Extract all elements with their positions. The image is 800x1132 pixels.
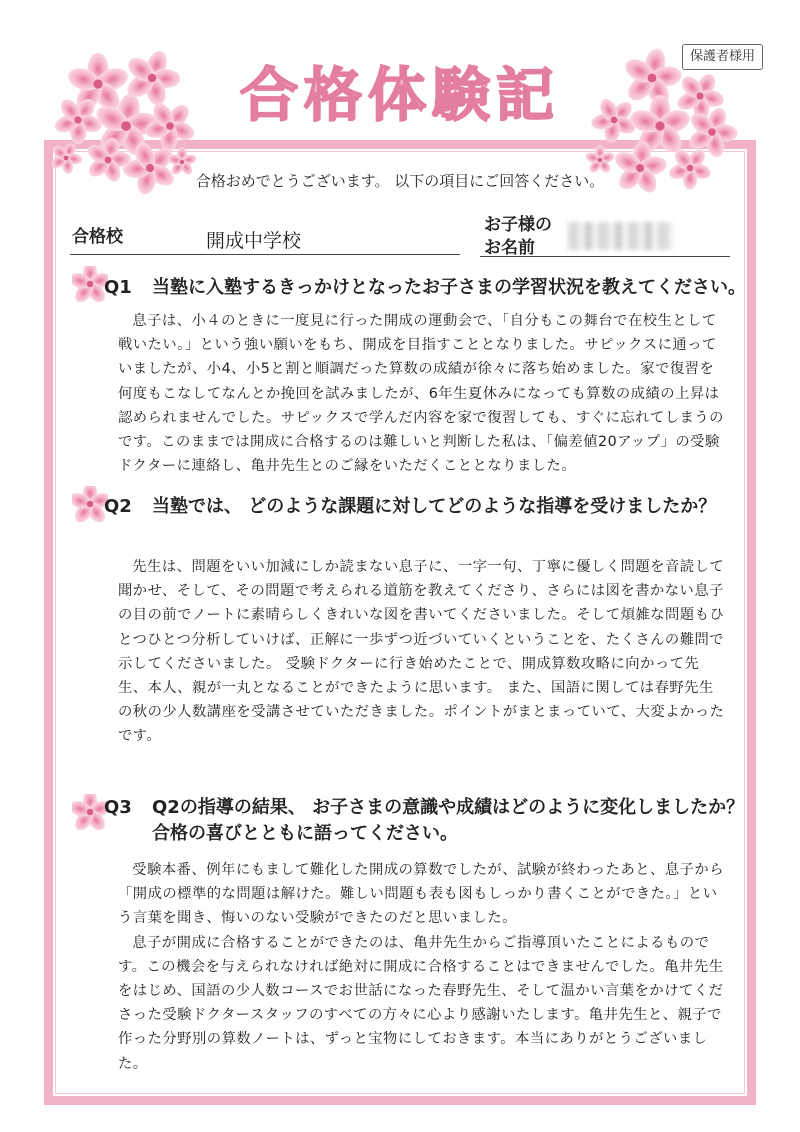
q2-title: 当塾では、 どのような課題に対してどのような指導を受けましたか？: [152, 496, 717, 517]
school-value: 開成中学校: [206, 230, 302, 252]
intro-text: 合格おめでとうございます。 以下の項目にご回答ください。: [195, 172, 605, 190]
q3-number: Q3: [104, 797, 132, 818]
child-name-underline: [480, 256, 730, 257]
q3-heading: [104, 795, 744, 847]
school-underline: [70, 254, 460, 255]
audience-badge: 保護者様用: [682, 44, 763, 70]
q2-blossom-icon: [72, 486, 108, 522]
q1-number: Q1: [104, 277, 132, 298]
q3-title-line2: 合格の喜びとともに語ってください。: [152, 823, 458, 844]
q2-answer-text: 先生は、問題をいい加減にしか読まない息子に、一字一句、丁寧に優しく問題を音読して聞かせ、そして、その問題で考えられる道筋を教えてくださり、さらには図を書かない息子の目の前でノートに素晴らしくきれいな図を書いてくださいました。そして煩雑な問題もひとつひとつ分析していけば、正解に一歩ずつ近づいていくということを、たくさんの難問で示してくださいました。 受験ドクターに行き始めたことで、開成算数攻略に向かって先生、本人、親が一丸となることができたように思います。 また、国語に関しては春野先生の秋の少人数講座を受講させていただきました。ポイントがまとまっていて、大変よかったです。: [118, 559, 725, 745]
page-title: 合格体験記: [239, 61, 560, 129]
q2-heading: [104, 494, 716, 520]
q3-answer-text-2: 息子が開成に合格することができたのは、亀井先生からご指導頂いたことによるものです。この機会を与えられなければ絶対に開成に合格することはできませんでした。亀井先生をはじめ、国語の少人数コースでお世話になった春野先生、そして温かい言葉をかけてくださった受験ドクタースタッフのすべての方々に心より感謝いたします。亀井先生と、親子で作った分野別の算数ノートは、ずっと宝物にしておきます。本当にありがとうございました。: [118, 934, 724, 1072]
q1-answer: [118, 309, 728, 478]
q3-answer: [118, 858, 728, 1076]
child-name-redacted: [568, 222, 673, 250]
q1-title: 当塾に入塾するきっかけとなったお子さまの学習状況を教えてください。: [152, 277, 746, 298]
q2-number: Q2: [104, 496, 132, 517]
q1-answer-text: 息子は、小４のときに一度見に行った開成の運動会で、「自分もこの舞台で在校生として戦いたい。」という強い願いをもち、開成を目指すこととなりました。サピックスに通っていましたが、小4、小5と割と順調だった算数の成績が徐々に落ち始めました。家で復習を何度もこなしてなんとか挽回を試みましたが、6年生夏休みになっても算数の成績の上昇は認められませんでした。サピックスで学んだ内容を家で復習しても、すぐに忘れてしまうのです。このままでは開成に合格するのは難しいと判断した私は、「偏差値20アップ」の受験ドクターに連絡し、亀井先生とのご縁をいただくこととなりました。: [118, 313, 724, 475]
child-name-label-line2: お名前: [484, 238, 535, 258]
q3-title: Q2の指導の結果、 お子さまの意識や成績はどのように変化しましたか？: [152, 797, 745, 818]
q3-blossom-icon: [72, 794, 108, 830]
school-label: 合格校: [72, 227, 123, 247]
q1-heading: [104, 275, 746, 301]
q3-answer-text-1: 受験本番、例年にもまして難化した開成の算数でしたが、試験が終わったあと、息子から「開成の標準的な問題は解けた。難しい問題も表も図もしっかり書くことができた。」という言葉を聞き、悔いのない受験ができたのだと思いました。: [118, 862, 725, 927]
child-name-label-line1: お子様の: [484, 215, 552, 235]
q1-blossom-icon: [72, 266, 108, 302]
q2-answer: [118, 555, 728, 749]
